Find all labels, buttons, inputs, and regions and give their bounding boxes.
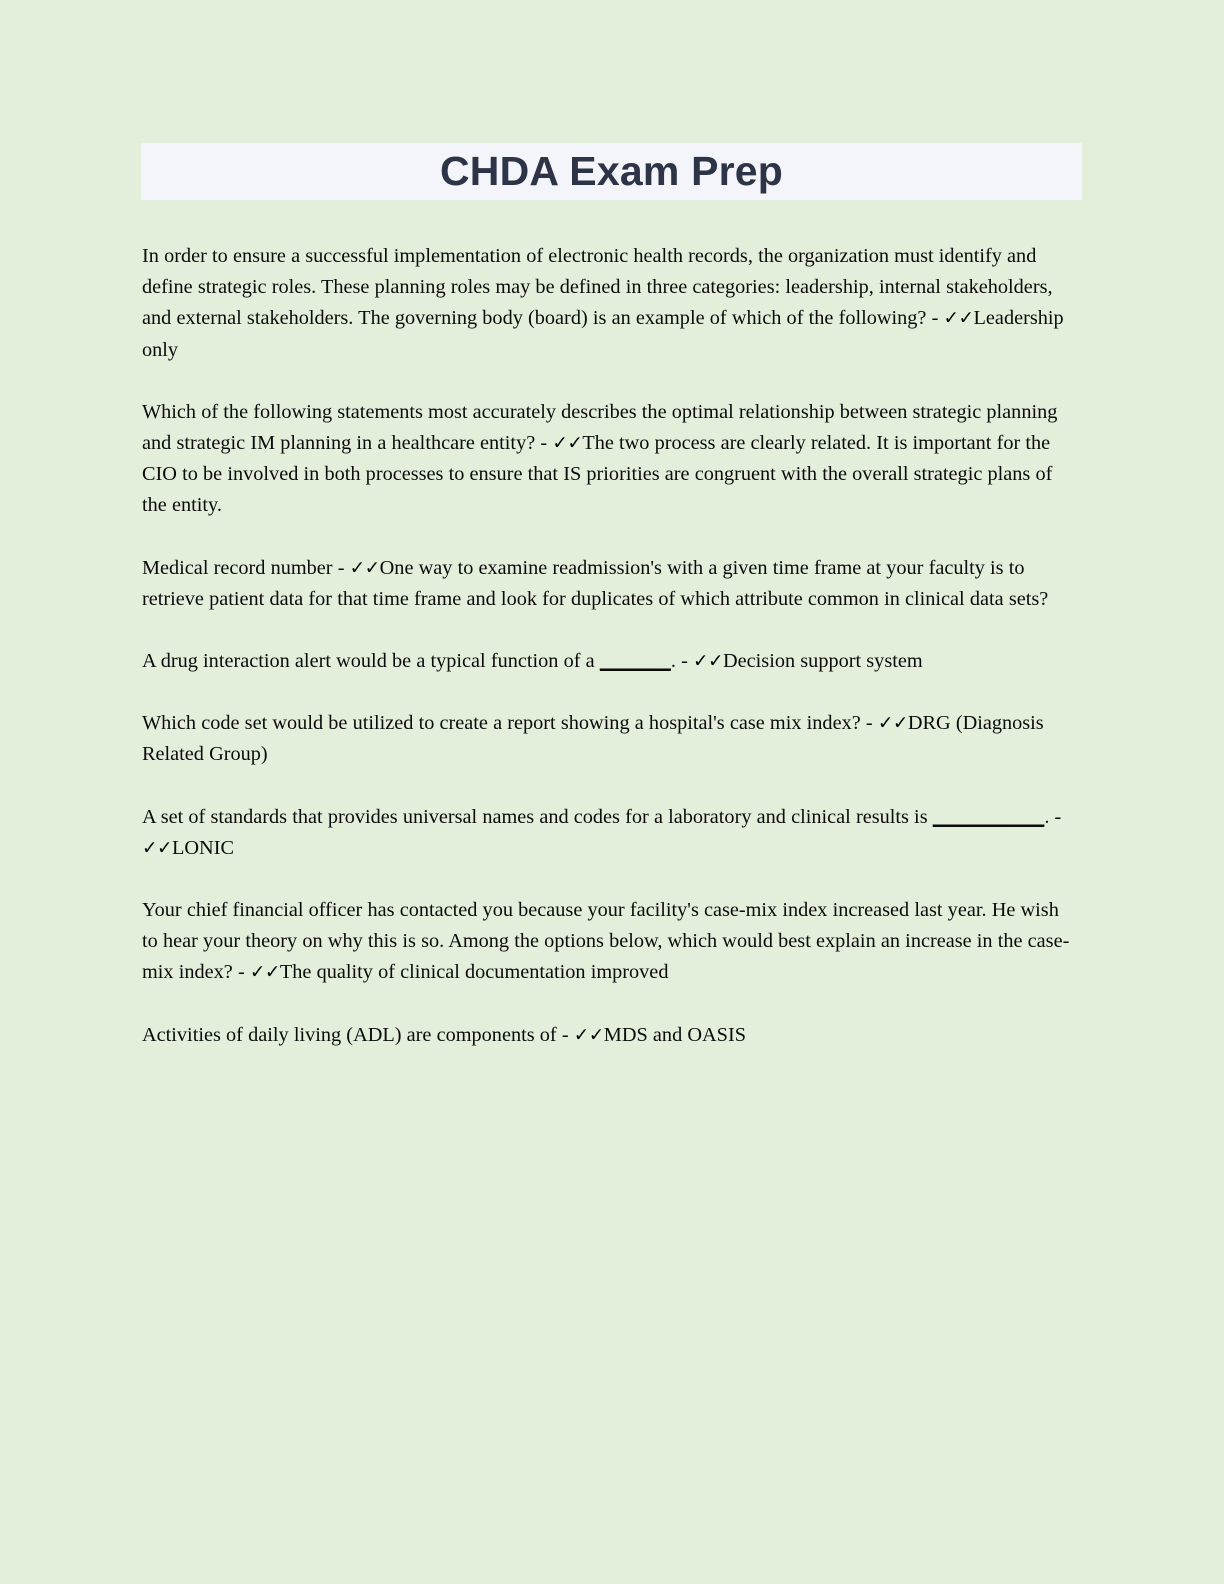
- answer-text: The two process are clearly related. It is important for the CIO to be involved in both processes to ensure that IS priorities are congruent with the overall strategic plans of the entity.: [142, 432, 1053, 517]
- question-text: Medical record number -: [142, 556, 350, 579]
- answer-text: Decision support system: [723, 650, 923, 673]
- double-checkmark-icon: ✓✓: [943, 308, 974, 330]
- answer-text: One way to examine readmission's with a given time frame at your faculty is to retrieve patient data for that time frame and look for duplicates of which attribute common in clinical data sets?: [142, 556, 1049, 610]
- double-checkmark-icon: ✓✓: [573, 1024, 604, 1046]
- answer-text: LONIC: [172, 836, 234, 859]
- question-text: Which code set would be utilized to create a report showing a hospital's case mix index? -: [142, 712, 878, 735]
- double-checkmark-icon: ✓✓: [349, 557, 380, 579]
- question-text: A drug interaction alert would be a typical function of a: [142, 650, 600, 673]
- question-text-tail: . -: [1044, 805, 1062, 828]
- page-title: CHDA Exam Prep: [439, 148, 784, 194]
- double-checkmark-icon: ✓✓: [552, 433, 583, 455]
- answer-text: DRG (Diagnosis Related Group): [142, 712, 1044, 766]
- fill-in-blank: ___________: [932, 805, 1045, 828]
- double-checkmark-icon: ✓✓: [142, 837, 173, 859]
- question-answer-list: [142, 241, 1078, 1051]
- qa-item: [142, 802, 1078, 864]
- qa-item: [142, 397, 1078, 522]
- double-checkmark-icon: ✓✓: [693, 651, 724, 673]
- qa-item: [142, 646, 1078, 677]
- qa-item: [142, 1020, 1078, 1051]
- title-banner: [141, 143, 1082, 200]
- question-text-tail: . -: [670, 650, 693, 673]
- qa-item: [142, 895, 1078, 989]
- answer-text: Leadership only: [142, 307, 1064, 361]
- answer-text: The quality of clinical documentation improved: [279, 961, 669, 984]
- qa-item: [142, 553, 1078, 615]
- qa-item: [142, 708, 1078, 770]
- answer-text: MDS and OASIS: [603, 1023, 746, 1046]
- question-text: Which of the following statements most accurately describes the optimal relationship between strategic planning and strategic IM planning in a healthcare entity? -: [142, 400, 1058, 455]
- fill-in-blank: _______: [599, 650, 671, 673]
- qa-item: [142, 241, 1078, 366]
- question-text: A set of standards that provides universal names and codes for a laboratory and clinical results is: [142, 805, 933, 828]
- double-checkmark-icon: ✓✓: [877, 713, 908, 735]
- question-text: Your chief financial officer has contacted you because your facility's case-mix index increased last year. He wish to hear your theory on why this is so. Among the options below, which would best explain an increase in the case-mix index? -: [142, 899, 1070, 984]
- question-text: In order to ensure a successful implementation of electronic health records, the organization must identify and define strategic roles. These planning roles may be defined in three categories: leadership, internal stakeholders, and external stakeholders. The governing body (board) is an example of which of the following? -: [142, 245, 1053, 330]
- double-checkmark-icon: ✓✓: [249, 962, 280, 984]
- question-text: Activities of daily living (ADL) are components of -: [142, 1023, 574, 1046]
